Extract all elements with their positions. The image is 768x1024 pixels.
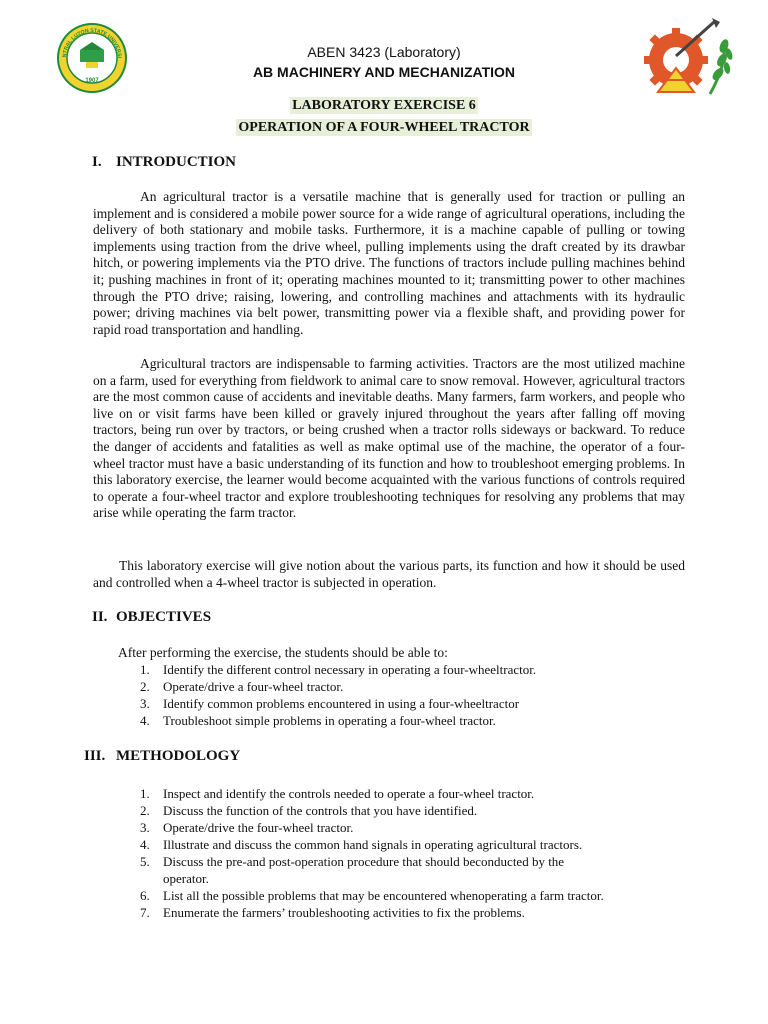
list-item-text: Inspect and identify the controls needed to operate a four-wheel tractor. [163,786,535,801]
list-item [140,785,610,802]
list-item [140,661,536,678]
list-item-number: 4. [140,837,150,852]
course-title: AB MACHINERY AND MECHANIZATION [252,64,516,80]
list-item-number: 4. [140,713,150,728]
list-item-text: Illustrate and discuss the common hand signals in operating agricultural tractors. [163,837,583,852]
exercise-number-text: LABORATORY EXERCISE 6 [292,98,476,113]
intro-paragraph-3: This laboratory exercise will give notion about the various parts, its function and how it should be used and controlled when a 4-wheel tractor is subjected in operation. [93,558,685,590]
list-item-text: Operate/drive a four-wheel tractor. [163,679,344,694]
list-item-number: 5. [140,854,150,869]
objectives-lead: After performing the exercise, the students should be able to: [118,645,448,660]
exercise-title-text: OPERATION OF A FOUR-WHEEL TRACTOR [238,120,530,135]
objectives-list [140,661,536,729]
list-item [140,887,610,904]
exercise-title [0,120,768,136]
list-item [140,819,610,836]
list-item-number: 7. [140,905,150,920]
list-item-text: Troubleshoot simple problems in operating a four-wheel tractor. [163,713,496,728]
list-item-number: 1. [140,662,150,677]
intro-paragraph-1: An agricultural tractor is a versatile machine that is generally used for traction or pulling an implement and is considered a mobile power source for a wide range of agricultural operations, including the delivery of both stationary and mobile tasks. Furthermore, it is a machine capable of pulling or towing implements using traction from the drive wheel, pulling implements using the draft created by its drawbar hitch, or powering implements via the PTO drive. The functions of tractors include pulling machines behind it; pushing machines in front of it; operating machines mounted to it; transmitting power to other machines through the PTO drive; raising, lowering, and controlling machines and attachments with its hydraulic power; driving machines via belt power, transmitting power via a flexible shaft, and providing power for rapid road transportation and handling. [93,189,685,337]
course-code: ABEN 3423 (Laboratory) [307,44,461,60]
list-item [140,678,536,695]
list-item-text: Discuss the function of the controls that you have identified. [163,803,478,818]
section-title: METHODOLOGY [116,748,241,764]
exercise-number [0,98,768,114]
list-item-number: 2. [140,679,150,694]
section-number: I. [92,154,102,170]
list-item [140,904,610,921]
section-number: III. [84,748,106,764]
section-heading-methodology [84,748,240,765]
list-item [140,802,610,819]
list-item-text: Operate/drive the four-wheel tractor. [163,820,354,835]
section-number: II. [92,609,108,625]
intro-paragraph-2: Agricultural tractors are indispensable to farming activities. Tractors are the most utilized machine on a farm, used for everything from fieldwork to animal care to snow removal. However, agricultural tractors are the most common cause of accidents and inevitable deaths. Many farmers, farm workers, and people who live on or visit farms have been killed or gravely injured throughout the years after falling off moving tractors, being run over by tractors, or being crushed when a tractor rolls sideways or backward. To reduce the danger of accidents and fatalities as well as make optimal use of the machine, the operator of a four-wheel tractor must have a basic understanding of its function and how to troubleshoot emerging problems. In this laboratory exercise, the learner would become acquainted with the various functions of controls required to operate a four-wheel tractor and explore troubleshooting techniques for resolving any problems that may arise while operating the farm tractor. [93,356,685,521]
list-item-text: Discuss the pre-and post-operation procedure that should beconducted by the operator. [163,854,565,886]
section-title: OBJECTIVES [116,609,212,625]
list-item [140,853,610,887]
list-item-number: 1. [140,786,150,801]
list-item-text: List all the possible problems that may be encountered whenoperating a farm tractor. [163,888,604,903]
list-item [140,836,610,853]
section-heading-introduction [92,154,236,171]
seal-year-text: 1907 [85,78,99,84]
list-item-number: 3. [140,696,150,711]
section-title: INTRODUCTION [116,154,237,170]
methodology-list [140,785,610,921]
list-item [140,712,536,729]
list-item-text: Identify common problems encountered in using a four-wheeltractor [163,696,520,711]
seal-arc-text: NTRAL LUZON STATE UNIVERSI [61,27,123,59]
section-heading-objectives [92,609,211,626]
list-item-number: 2. [140,803,150,818]
list-item-text: Enumerate the farmers’ troubleshooting activities to fix the problems. [163,905,525,920]
list-item-number: 3. [140,820,150,835]
list-item-number: 6. [140,888,150,903]
list-item [140,695,536,712]
list-item-text: Identify the different control necessary in operating a four-wheeltractor. [163,662,537,677]
